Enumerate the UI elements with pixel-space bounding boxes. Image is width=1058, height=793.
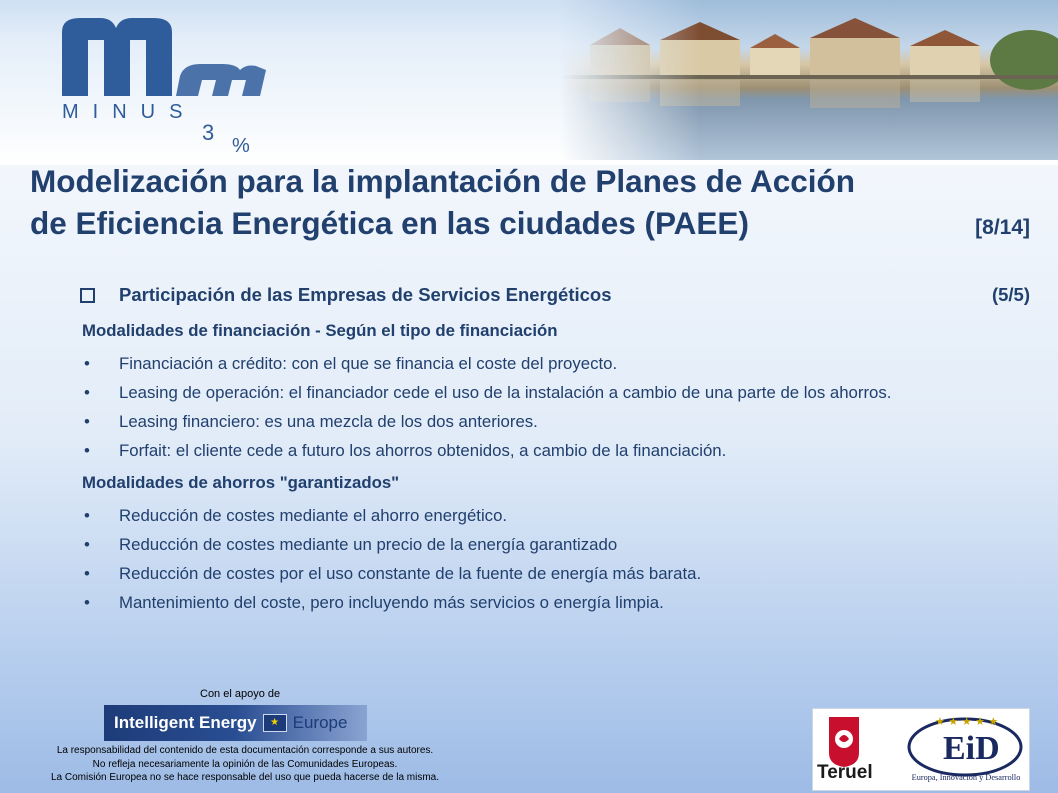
- bullet-icon: •: [84, 593, 90, 612]
- svg-text:%: %: [232, 135, 250, 157]
- checkbox-bullet-icon: [80, 288, 95, 303]
- support-label: Con el apoyo de: [200, 688, 281, 700]
- disclaimer: [30, 744, 460, 785]
- list-item-text: Leasing financiero: es una mezcla de los dos anteriores.: [119, 412, 538, 431]
- ie-logo-europe: Europe: [292, 713, 348, 732]
- eid-label: Europa, Innovación y Desarrollo: [911, 773, 1021, 782]
- town-lake-photo: [560, 0, 1058, 160]
- list-item: [82, 439, 1027, 462]
- list-item: [82, 381, 1027, 404]
- minus3-logo: [56, 14, 286, 159]
- disclaimer-line: No refleja necesariamente la opinión de las Comunidades Europeas.: [92, 758, 398, 770]
- list-item-text: Reducción de costes por el uso constante de la fuente de energía más barata.: [119, 564, 702, 583]
- bullet-icon: •: [84, 354, 90, 373]
- list-item: [82, 504, 1027, 527]
- list-item: [82, 533, 1027, 556]
- bullet-icon: •: [84, 506, 90, 525]
- list-item-text: Financiación a crédito: con el que se financia el coste del proyecto.: [119, 354, 618, 373]
- group-heading-savings: Modalidades de ahorros "garantizados": [82, 473, 400, 492]
- group-heading-financing: Modalidades de financiación - Según el tipo de financiación: [82, 321, 558, 340]
- svg-text:★ ★ ★ ★ ★: ★ ★ ★ ★ ★: [935, 715, 999, 728]
- section-heading: [80, 284, 1030, 306]
- list-item-text: Reducción de costes mediante el ahorro energético.: [119, 506, 508, 525]
- savings-list: [82, 504, 1027, 614]
- intelligent-energy-logo: [104, 705, 367, 741]
- list-item-text: Forfait: el cliente cede a futuro los ahorros obtenidos, a cambio de la financiación.: [119, 441, 727, 460]
- list-item-text: Reducción de costes mediante un precio de la energía garantizado: [119, 535, 618, 554]
- bullet-icon: •: [84, 412, 90, 431]
- disclaimer-line: La Comisión Europea no se hace responsable del uso que pueda hacerse de la misma.: [50, 772, 440, 783]
- bullet-icon: •: [84, 441, 90, 460]
- section-label: Participación de las Empresas de Servicios Energéticos: [119, 284, 612, 305]
- bullet-icon: •: [84, 564, 90, 583]
- list-item-text: Mantenimiento del coste, pero incluyendo más servicios o energía limpia.: [119, 593, 664, 612]
- teruel-label: Teruel: [817, 762, 873, 783]
- svg-text:EiD: EiD: [943, 730, 1000, 767]
- svg-text:MINUS: MINUS: [62, 101, 197, 123]
- title-line-1: Modelización para la implantación de Planes de Acción: [30, 163, 856, 199]
- financing-list: [82, 352, 1027, 462]
- list-item: [82, 352, 1027, 375]
- town-silhouette: [560, 0, 1058, 160]
- svg-text:3: 3: [202, 120, 215, 145]
- list-item: [82, 410, 1027, 433]
- bullet-icon: •: [84, 535, 90, 554]
- ie-logo-text: Intelligent Energy: [114, 713, 257, 732]
- eu-flag-icon: ★: [263, 714, 287, 732]
- bullet-icon: •: [84, 383, 90, 402]
- slide-title: [30, 160, 1030, 249]
- partner-logos: [812, 708, 1030, 791]
- list-item-text: Leasing de operación: el financiador cede el uso de la instalación a cambio de una parte de los ahorros.: [119, 383, 892, 402]
- page-indicator: [8/14]: [975, 216, 1030, 239]
- title-line-2: de Eficiencia Energética en las ciudades (PAEE): [30, 205, 749, 241]
- disclaimer-line: La responsabilidad del contenido de esta documentación corresponde a sus autores.: [56, 745, 434, 756]
- slide-content: [82, 320, 1027, 624]
- section-counter: (5/5): [991, 284, 1030, 305]
- list-item: [82, 562, 1027, 585]
- header-banner: [0, 0, 1058, 165]
- list-item: [82, 591, 1027, 614]
